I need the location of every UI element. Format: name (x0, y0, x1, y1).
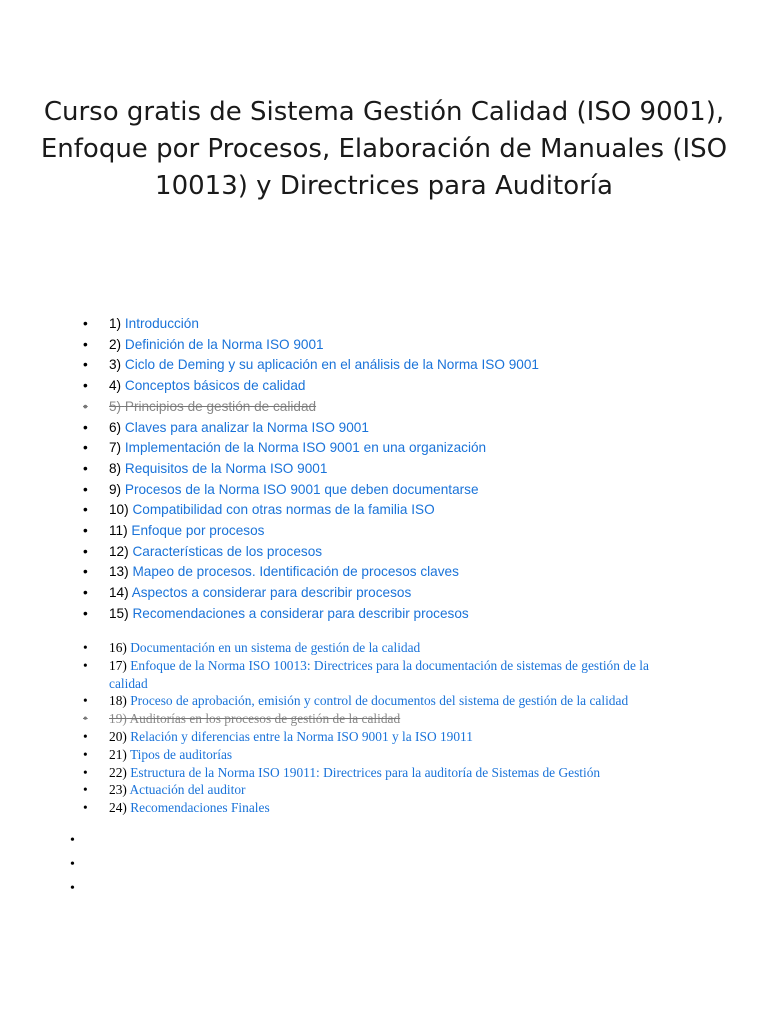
lesson-link-4[interactable]: Conceptos básicos de calidad (124, 378, 306, 394)
item-number: 3) (109, 357, 122, 373)
bullet-icon: • (70, 833, 75, 848)
item-number: 13) (109, 564, 129, 580)
list-item (83, 657, 664, 693)
lesson-link-23[interactable]: Actuación del auditor (129, 782, 246, 798)
bullet-icon: • (83, 440, 88, 456)
item-number: 20) (109, 728, 127, 744)
bullet-icon: • (83, 693, 88, 709)
list-item (83, 692, 664, 710)
bullet-icon: • (83, 378, 88, 394)
bullet-icon: • (83, 800, 88, 816)
lesson-link-24[interactable]: Recomendaciones Finales (130, 800, 270, 816)
lesson-link-1[interactable]: Introducción (124, 316, 199, 331)
lesson-link-14[interactable]: Aspectos a considerar para describir procesos (131, 585, 412, 601)
item-number: 11) (109, 523, 128, 539)
empty-bullet-list (70, 829, 75, 901)
list-item (83, 799, 664, 817)
bullet-icon: • (83, 398, 88, 414)
lesson-link-9[interactable]: Procesos de la Norma ISO 9001 que deben documentarse (124, 481, 479, 497)
bullet-icon: • (83, 564, 88, 580)
course-index-list-part-2 (83, 639, 664, 817)
lesson-link-21[interactable]: Tipos de auditorías (129, 746, 233, 762)
bullet-icon: • (83, 764, 88, 780)
list-item (83, 438, 759, 459)
bullet-icon: • (83, 502, 88, 518)
lesson-link-17[interactable]: Enfoque de la Norma ISO 10013: Directrices para la documentación de sistemas de gestión de la calidad (109, 657, 649, 691)
item-number: 15) (109, 605, 129, 621)
list-item (83, 542, 759, 563)
lesson-link-22[interactable]: Estructura de la Norma ISO 19011: Directrices para la auditoría de Sistemas de Gestión (130, 764, 601, 780)
lesson-link-13[interactable]: Mapeo de procesos. Identificación de procesos claves (132, 564, 459, 580)
list-item (83, 728, 664, 746)
bullet-icon: • (83, 728, 88, 744)
list-item (83, 376, 759, 397)
lesson-link-10[interactable]: Compatibilidad con otras normas de la familia ISO (132, 502, 435, 518)
list-item (83, 781, 664, 799)
lesson-link-20[interactable]: Relación y diferencias entre la Norma ISO 9001 y la ISO 19011 (130, 728, 473, 744)
list-item (83, 459, 759, 480)
list-item (83, 418, 759, 439)
lesson-link-16[interactable]: Documentación en un sistema de gestión de la calidad (130, 640, 421, 655)
item-number: 8) (109, 460, 122, 476)
page-title: Curso gratis de Sistema Gestión Calidad (ISO 9001), Enfoque por Procesos, Elaboración de Manuales (ISO 10013) y Directrices para Auditoría (40, 97, 728, 201)
bullet-icon: • (83, 605, 88, 621)
item-number: 1) (109, 316, 122, 331)
bullet-icon: • (83, 481, 88, 497)
bullet-icon: • (83, 316, 88, 331)
lesson-link-8[interactable]: Requisitos de la Norma ISO 9001 (124, 460, 328, 476)
bullet-icon: • (83, 357, 88, 373)
lesson-link-15[interactable]: Recomendaciones a considerar para describir procesos (132, 605, 469, 621)
item-number: 18) (109, 693, 127, 709)
item-number: 17) (109, 657, 127, 673)
lesson-link-11[interactable]: Enfoque por procesos (131, 523, 265, 539)
item-number: 6) (109, 419, 122, 435)
bullet-icon: • (83, 657, 88, 673)
item-number: 23) (109, 782, 127, 798)
bullet-icon: • (83, 746, 88, 762)
list-item-struck (83, 397, 759, 418)
item-number: 2) (109, 336, 122, 352)
bullet-icon: • (83, 336, 88, 352)
list-item (83, 335, 759, 356)
list-item (83, 521, 759, 542)
bullet-icon: • (70, 857, 75, 872)
list-item-struck (83, 710, 664, 728)
list-item (83, 500, 759, 521)
lesson-link-6[interactable]: Claves para analizar la Norma ISO 9001 (124, 419, 369, 435)
bullet-icon: • (83, 419, 88, 435)
item-number: 12) (109, 543, 129, 559)
bullet-icon: • (83, 543, 88, 559)
bullet-icon: • (83, 523, 88, 539)
list-item (83, 583, 759, 604)
bullet-icon: • (83, 711, 88, 727)
item-number: 24) (109, 800, 127, 816)
item-number: 21) (109, 746, 127, 762)
list-item (83, 604, 759, 625)
list-item (83, 746, 664, 764)
bullet-icon: • (83, 782, 88, 798)
lesson-link-7[interactable]: Implementación de la Norma ISO 9001 en una organización (124, 440, 487, 456)
item-number: 9) (109, 481, 122, 497)
list-item (83, 480, 759, 501)
bullet-icon: • (70, 881, 75, 896)
item-number: 14) (109, 585, 129, 601)
item-number: 5) (109, 398, 122, 414)
lesson-link-19[interactable]: Auditorías en los procesos de gestión de la calidad (129, 711, 401, 727)
course-index-list-part-1 (83, 314, 759, 625)
bullet-icon: • (83, 640, 88, 655)
list-item (83, 764, 664, 782)
item-number: 16) (109, 640, 127, 655)
item-number: 19) (109, 711, 127, 727)
item-number: 10) (109, 502, 129, 518)
lesson-link-12[interactable]: Características de los procesos (132, 543, 323, 559)
lesson-link-2[interactable]: Definición de la Norma ISO 9001 (124, 336, 324, 352)
list-item (83, 355, 759, 376)
item-number: 4) (109, 378, 122, 394)
bullet-icon: • (83, 585, 88, 601)
list-item (83, 562, 759, 583)
lesson-link-5[interactable]: Principios de gestión de calidad (124, 398, 317, 414)
list-item (83, 639, 664, 657)
bullet-icon: • (83, 460, 88, 476)
list-item (83, 314, 759, 335)
lesson-link-18[interactable]: Proceso de aprobación, emisión y control de documentos del sistema de gestión de la calidad (130, 693, 629, 709)
item-number: 22) (109, 764, 127, 780)
lesson-link-3[interactable]: Ciclo de Deming y su aplicación en el análisis de la Norma ISO 9001 (124, 357, 539, 373)
item-number: 7) (109, 440, 122, 456)
